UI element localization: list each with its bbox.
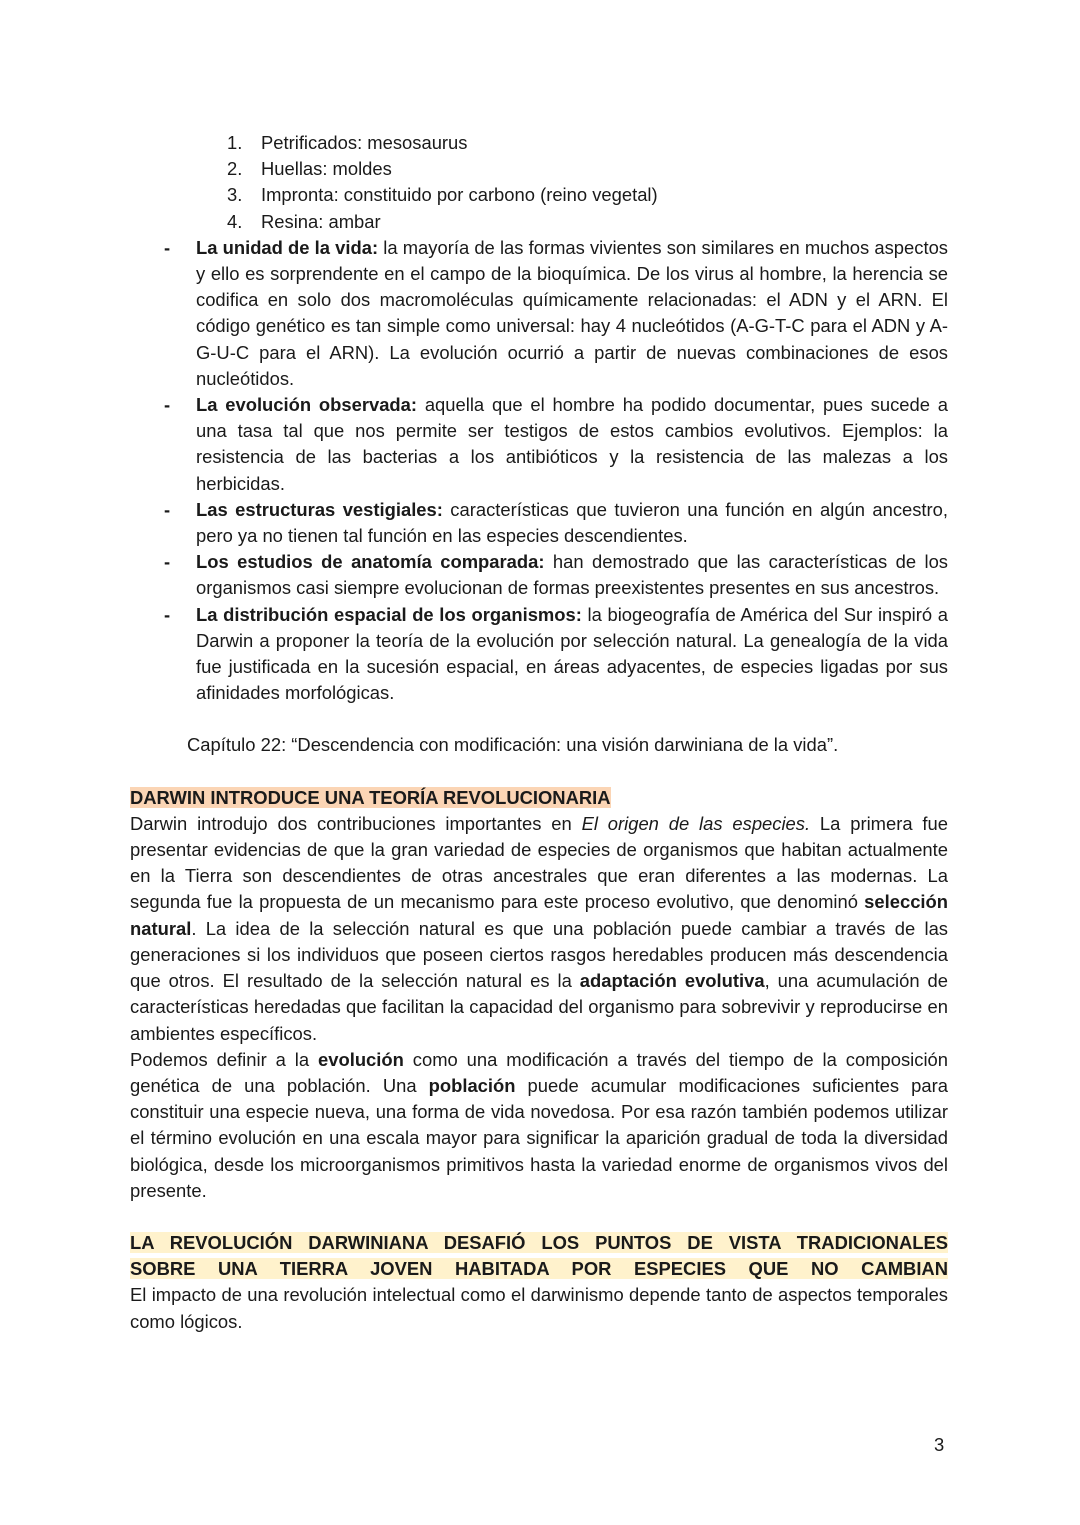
list-item-text: Resina: ambar <box>261 210 381 232</box>
bullet-term: La evolución observada: <box>196 394 418 416</box>
list-item-number: 4. <box>227 210 243 232</box>
paragraph <box>130 1047 948 1204</box>
bullet-dash: - <box>164 394 171 416</box>
bullet-text: la mayoría de las formas vivientes son similares en muchos aspectos y ello es sorprendente en el campo de la bioquímica. De los virus al hombre, la herencia se codifica en solo dos macromoléculas químicamente relacionadas: el ADN y el ARN. El código genético es tan simple como universal: hay 4 nucleótidos (A-G-T-C para el ADN y A-G-U-C para el ARN). La evolución ocurrió a partir de nuevas combinaciones de esos nucleótidos. <box>196 236 948 389</box>
document-page <box>130 130 948 1335</box>
page-number: 3 <box>934 1434 945 1455</box>
bullet-dash: - <box>164 498 171 520</box>
chapter-title: Capítulo 22: “Descendencia con modificación: una visión darwiniana de la vida”. <box>187 734 839 756</box>
paragraph-text: como una modificación a través del tiempo de la composición genética de una población. Una <box>130 1048 948 1096</box>
key-term: adaptación evolutiva <box>579 970 765 992</box>
paragraph-text: puede acumular modificaciones suficientes para constituir una especie nueva, una forma de vida novedosa. Por esa razón también podemos utilizar el término evolución en una escala mayor para significar la aparición gradual de toda la diversidad biológica, desde los microorganismos primitivos hasta la variedad enorme de organismos vivos del presente. <box>130 1074 948 1201</box>
section-heading <box>130 785 948 811</box>
list-item <box>130 549 948 601</box>
bullet-term: La distribución espacial de los organismos: <box>196 603 582 625</box>
bullet-text: la biogeografía de América del Sur inspiró a Darwin a proponer la teoría de la evolución por selección natural. La genealogía de la vida fue justificada en la sucesión espacial, en áreas adyacentes, de especies ligadas por sus afinidades morfológicas. <box>196 603 948 704</box>
paragraph <box>130 811 948 1047</box>
paragraph-text: La primera fue presentar evidencias de que la gran variedad de especies de organismos que habitan actualmente en la Tierra son descendientes de otras ancestrales que eran diferentes a las modernas. La segunda fue la propuesta de un mecanismo para este proceso evolutivo, que denominó <box>130 812 948 913</box>
list-item <box>130 209 948 235</box>
section-heading-text: LA REVOLUCIÓN DARWINIANA DESAFIÓ LOS PUNTOS DE VISTA TRADICIONALES <box>130 1231 948 1253</box>
fossil-types-list <box>130 130 948 235</box>
list-item <box>130 130 948 156</box>
paragraph-text: . La idea de la selección natural es que una población puede cambiar a través de las generaciones si los individuos que poseen ciertos rasgos heredables producen más descendencia que otros. El resultado de la selección natural es la <box>130 917 948 992</box>
paragraph-text: , una acumulación de características heredadas que facilitan la capacidad del organismo para sobrevivir y reproducirse en ambientes específicos. <box>130 970 948 1044</box>
list-item <box>130 235 948 392</box>
bullet-text: han demostrado que las características de los organismos casi siempre evolucionan de formas preexistentes presentes en sus ancestros. <box>196 551 948 599</box>
list-item-number: 1. <box>227 132 243 153</box>
list-item-text: Huellas: moldes <box>261 158 392 180</box>
list-item-number: 2. <box>227 158 243 180</box>
bullet-text: características que tuvieron una función en algún ancestro, pero ya no tienen tal función en las especies descendientes. <box>196 498 949 547</box>
section-heading <box>130 1230 948 1256</box>
bullet-term: Las estructuras vestigiales: <box>196 498 443 520</box>
book-title: El origen de las especies. <box>581 812 811 834</box>
section-heading-continuation <box>130 1256 948 1282</box>
paragraph-text: Darwin introdujo dos contribuciones importantes en <box>130 812 582 834</box>
bullet-term: Los estudios de anatomía comparada: <box>196 551 545 573</box>
paragraph: El impacto de una revolución intelectual como el darwinismo depende tanto de aspectos temporales como lógicos. <box>130 1284 948 1332</box>
key-term: población <box>428 1074 516 1096</box>
list-item-number: 3. <box>227 184 243 206</box>
section-heading-text: SOBRE UNA TIERRA JOVEN HABITADA POR ESPECIES QUE NO CAMBIAN <box>130 1258 948 1280</box>
bullet-text: aquella que el hombre ha podido documentar, pues sucede a una tasa tal que nos permite ser testigos de estos cambios evolutivos. Ejemplos: la resistencia de las bacterias a los antibióticos y la resistencia de las malezas a los herbicidas. <box>196 394 948 494</box>
bullet-dash: - <box>164 603 171 625</box>
bullet-dash: - <box>164 236 171 258</box>
key-term: evolución <box>318 1048 404 1070</box>
paragraph-text: Podemos definir a la <box>130 1048 319 1070</box>
key-term: selección natural <box>130 891 948 939</box>
evidence-list <box>130 235 948 707</box>
list-item <box>130 156 948 182</box>
bullet-dash: - <box>164 551 171 573</box>
section-heading-text: DARWIN INTRODUCE UNA TEORÍA REVOLUCIONARIA <box>130 786 611 808</box>
list-item <box>130 497 948 549</box>
list-item-text: Petrificados: mesosaurus <box>261 132 468 153</box>
list-item <box>130 602 948 707</box>
list-item-text: Impronta: constituido por carbono (reino vegetal) <box>261 184 658 206</box>
list-item <box>130 392 948 497</box>
list-item <box>130 182 948 208</box>
bullet-term: La unidad de la vida: <box>196 236 379 258</box>
